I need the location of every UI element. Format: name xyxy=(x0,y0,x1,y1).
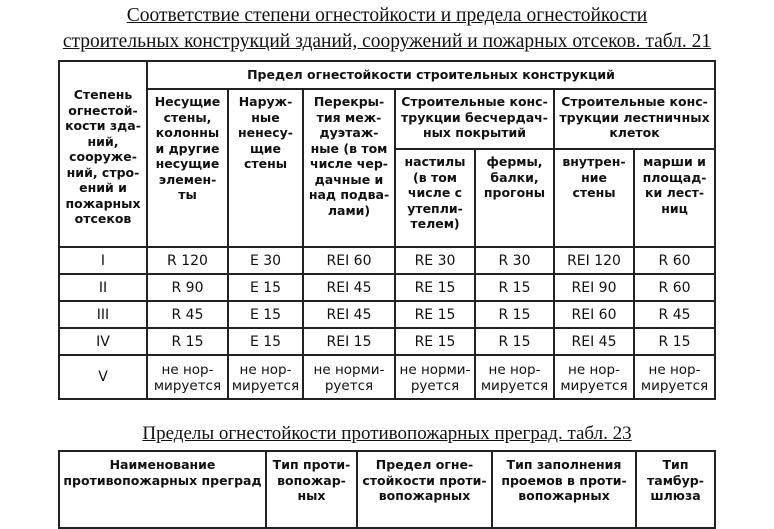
limit-cell: RE 15 xyxy=(395,301,475,328)
limit-cell: REI 45 xyxy=(554,328,634,355)
header-roof-trusses: фермы, балки, прогоны xyxy=(475,149,554,247)
limit-cell: R 60 xyxy=(634,274,715,301)
limit-cell: REI 60 xyxy=(554,301,634,328)
limit-cell: E 15 xyxy=(228,328,303,355)
table-row xyxy=(59,301,715,328)
limit-cell: R 90 xyxy=(147,274,228,301)
limit-cell: E 15 xyxy=(228,301,303,328)
header-roof-decks: настилы (в том числе с утепли- телем) xyxy=(395,149,475,247)
limit-cell: R 30 xyxy=(475,247,554,274)
header-roof-constructions: Строительные конс- трукции бесчердач- ных покрытий xyxy=(395,89,554,149)
header-opening-fill-type: Тип заполнения проемов в проти- вопожарных xyxy=(492,451,636,528)
header-airlock-type: Тип тамбур- шлюза xyxy=(636,451,715,528)
table21-title-line2: строительных конструкций зданий, сооружений и пожарных отсеков. табл. 21 xyxy=(62,31,712,52)
limit-cell: REI 45 xyxy=(303,274,395,301)
limit-cell: RE 15 xyxy=(395,328,475,355)
limit-cell: REI 120 xyxy=(554,247,634,274)
limit-cell: не нор- мируется xyxy=(228,355,303,399)
limit-cell: REI 45 xyxy=(303,301,395,328)
header-bearing-walls: Несущие стены, колонны и другие несущие элемен- ты xyxy=(147,89,228,247)
table-row xyxy=(59,247,715,274)
limit-cell: R 15 xyxy=(475,301,554,328)
degree-cell: II xyxy=(59,274,147,301)
header-outer-walls: Наруж- ные ненесу- щие стены xyxy=(228,89,303,247)
header-barrier-name: Наименование противопожарных преград xyxy=(59,451,266,528)
limit-cell: R 15 xyxy=(634,328,715,355)
fire-resistance-table-21 xyxy=(58,60,716,400)
limit-cell: RE 15 xyxy=(395,274,475,301)
degree-cell: III xyxy=(59,301,147,328)
table23-title: Пределы огнестойкости противопожарных преград. табл. 23 xyxy=(142,423,632,444)
limit-cell: REI 15 xyxy=(303,328,395,355)
limit-cell: R 15 xyxy=(475,274,554,301)
fire-barriers-table-23 xyxy=(58,450,716,529)
limit-cell: не норми- руется xyxy=(395,355,475,399)
limit-cell: E 30 xyxy=(228,247,303,274)
limit-cell: R 15 xyxy=(147,328,228,355)
header-fire-resistance-degree: Степень огнестой- кости зда- ний, сооруже- ний, стро- ений и пожарных отсеков xyxy=(59,61,147,247)
table-row xyxy=(59,274,715,301)
table21-title-line1: Соответствие степени огнестойкости и предела огнестойкости xyxy=(126,5,648,26)
limit-cell: R 15 xyxy=(475,328,554,355)
limit-cell: R 45 xyxy=(147,301,228,328)
header-barrier-limit: Предел огне- стойкости проти- вопожарных xyxy=(357,451,492,528)
degree-cell: V xyxy=(59,355,147,399)
limit-cell: R 120 xyxy=(147,247,228,274)
limit-cell: не нор- мируется xyxy=(475,355,554,399)
degree-cell: IV xyxy=(59,328,147,355)
header-barrier-type: Тип проти- вопожар- ных xyxy=(266,451,357,528)
limit-cell: RE 30 xyxy=(395,247,475,274)
limit-cell: не нор- мируется xyxy=(147,355,228,399)
limit-cell: не нор- мируется xyxy=(554,355,634,399)
table-row xyxy=(59,355,715,399)
header-floors: Перекры- тия меж- дуэтаж- ные (в том числе чер- дачные и над подва- лами) xyxy=(303,89,395,247)
degree-cell: I xyxy=(59,247,147,274)
header-stair-flights: марши и площад- ки лест- ниц xyxy=(634,149,715,247)
limit-cell: REI 60 xyxy=(303,247,395,274)
limit-cell: не нор- мируется xyxy=(634,355,715,399)
header-fire-resistance-limit-group: Предел огнестойкости строительных конструкций xyxy=(147,61,715,89)
limit-cell: R 60 xyxy=(634,247,715,274)
limit-cell: E 15 xyxy=(228,274,303,301)
header-stair-constructions: Строительные конс- трукции лестничных клеток xyxy=(554,89,715,149)
table-row xyxy=(59,328,715,355)
limit-cell: R 45 xyxy=(634,301,715,328)
limit-cell: REI 90 xyxy=(554,274,634,301)
header-stair-walls: внутрен- ние стены xyxy=(554,149,634,247)
limit-cell: не норми- руется xyxy=(303,355,395,399)
